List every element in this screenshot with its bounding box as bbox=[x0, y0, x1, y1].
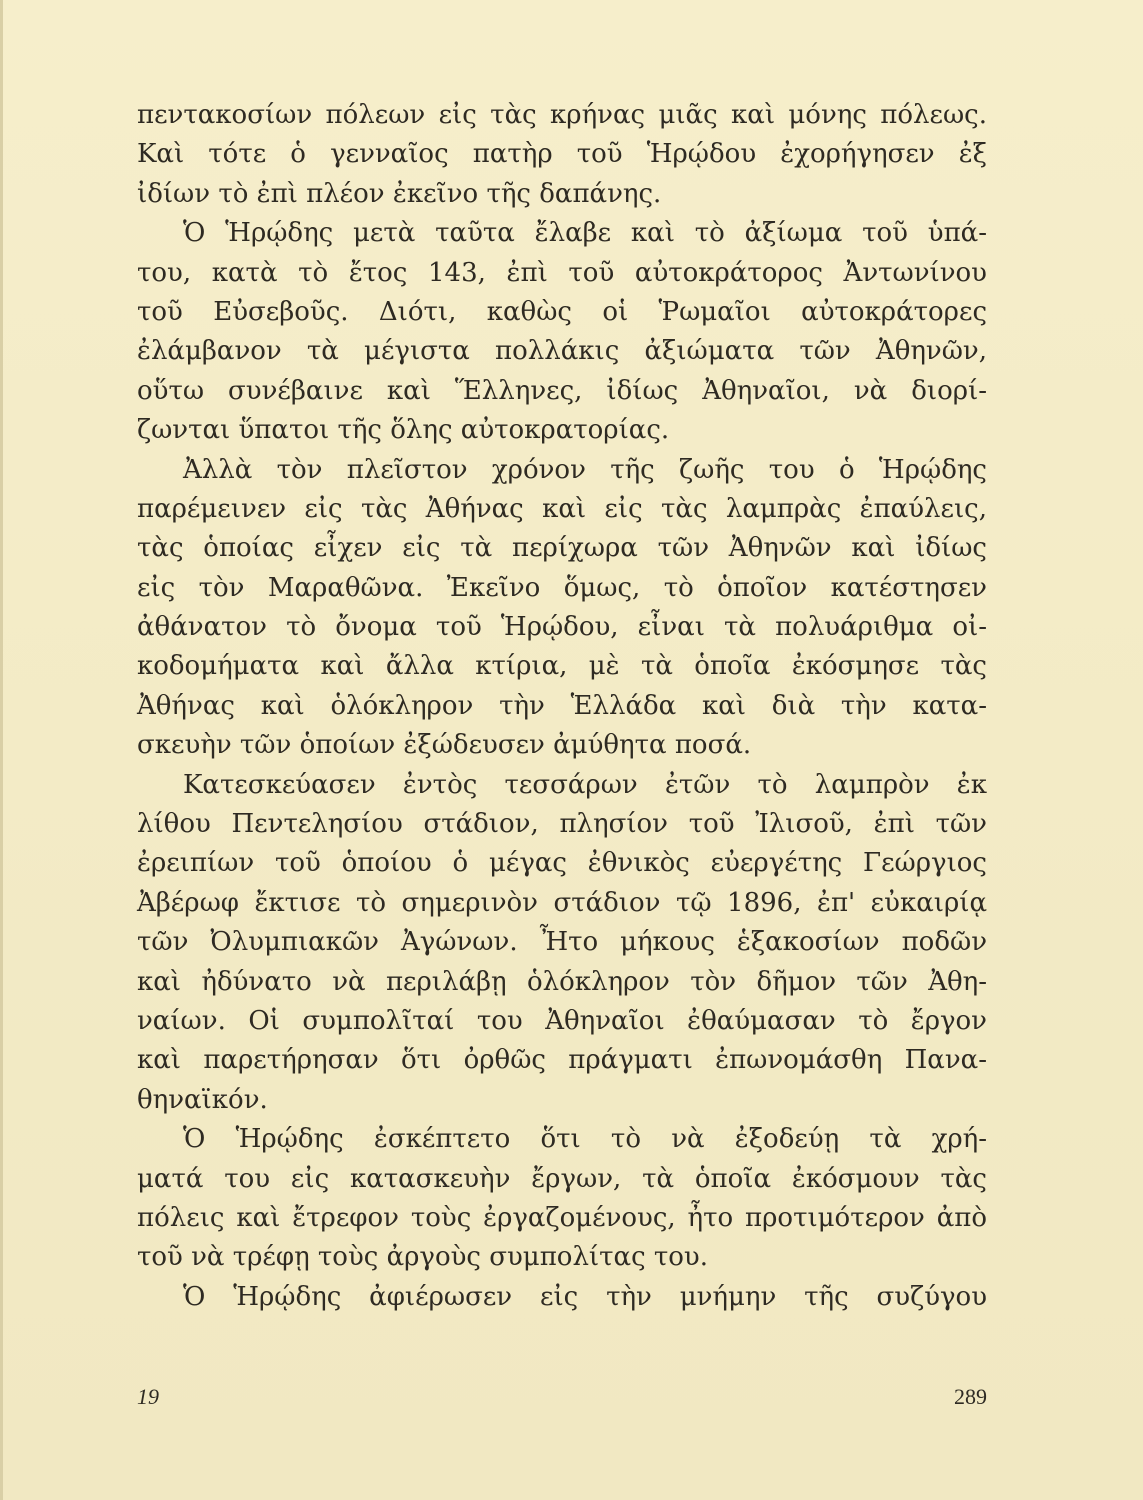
text-line-15: κοδομήματα καὶ ἄλλα κτίρια, μὲ τὰ ὁποῖα ἐκόσμησε τὰς bbox=[137, 651, 987, 682]
text-line-22: τῶν Ὀλυμπιακῶν Ἀγώνων. Ἦτο μήκους ἑξακοσίων ποδῶν bbox=[137, 927, 987, 958]
text-line-27: Ὁ Ἡρῴδης ἐσκέπτετο ὅτι τὸ νὰ ἐξοδεύῃ τὰ χρή- bbox=[183, 1124, 987, 1155]
text-line-24: ναίων. Οἱ συμπολῖταί του Ἀθηναῖοι ἐθαύμασαν τὸ ἔργον bbox=[137, 1005, 987, 1036]
signature-mark: 19 bbox=[137, 1384, 159, 1409]
text-line-19: λίθου Πεντελησίου στάδιον, πλησίον τοῦ Ἰλισοῦ, ἐπὶ τῶν bbox=[137, 809, 987, 840]
text-line-28: ματά του εἰς κατασκευὴν ἔργων, τὰ ὁποῖα ἐκόσμουν τὰς bbox=[137, 1163, 987, 1194]
text-line-3: ἰδίων τὸ ἐπὶ πλέον ἐκεῖνο τῆς δαπάνης. bbox=[137, 178, 662, 209]
text-line-12: τὰς ὁποίας εἶχεν εἰς τὰ περίχωρα τῶν Ἀθηνῶν καὶ ἰδίως bbox=[137, 533, 987, 564]
page-footer bbox=[137, 1384, 987, 1414]
text-line-5: του, κατὰ τὸ ἔτος 143, ἐπὶ τοῦ αὐτοκράτορος Ἀντωνίνου bbox=[137, 257, 987, 288]
text-line-30: τοῦ νὰ τρέφῃ τοὺς ἀργοὺς συμπολίτας του. bbox=[137, 1242, 708, 1273]
text-line-8: οὕτω συνέβαινε καὶ Ἕλληνες, ἰδίως Ἀθηναῖοι, νὰ διορί- bbox=[137, 375, 987, 406]
text-line-25: καὶ παρετήρησαν ὅτι ὀρθῶς πράγματι ἐπωνομάσθη Πανα- bbox=[137, 1045, 987, 1076]
text-line-6: τοῦ Εὐσεβοῦς. Διότι, καθὼς οἱ Ῥωμαῖοι αὐτοκράτορες bbox=[137, 296, 987, 327]
text-line-9: ζωνται ὕπατοι τῆς ὅλης αὐτοκρατορίας. bbox=[137, 415, 670, 446]
text-line-29: πόλεις καὶ ἔτρεφον τοὺς ἐργαζομένους, ἦτο προτιμότερον ἀπὸ bbox=[137, 1202, 987, 1233]
text-line-21: Ἀβέρωφ ἔκτισε τὸ σημερινὸν στάδιον τῷ 1896, ἐπ' εὐκαιρίᾳ bbox=[137, 887, 987, 918]
body-text bbox=[137, 96, 987, 1317]
text-line-18: Κατεσκεύασεν ἐντὸς τεσσάρων ἐτῶν τὸ λαμπρὸν ἐκ bbox=[183, 769, 987, 800]
text-line-11: παρέμεινεν εἰς τὰς Ἀθήνας καὶ εἰς τὰς λαμπρὰς ἐπαύλεις, bbox=[137, 493, 987, 524]
text-line-23: καὶ ἠδύνατο νὰ περιλάβῃ ὁλόκληρον τὸν δῆμον τῶν Ἀθη- bbox=[137, 966, 987, 997]
text-line-2: Καὶ τότε ὁ γενναῖος πατὴρ τοῦ Ἡρῴδου ἐχορήγησεν ἐξ bbox=[137, 139, 987, 170]
page-edge bbox=[0, 0, 3, 1500]
text-line-26: θηναϊκόν. bbox=[137, 1084, 268, 1115]
text-line-14: ἀθάνατον τὸ ὄνομα τοῦ Ἡρῴδου, εἶναι τὰ πολυάριθμα οἰ- bbox=[137, 612, 987, 643]
text-line-1: πεντακοσίων πόλεων εἰς τὰς κρήνας μιᾶς καὶ μόνης πόλεως. bbox=[137, 100, 987, 130]
text-line-17: σκευὴν τῶν ὁποίων ἐξώδευσεν ἀμύθητα ποσά. bbox=[137, 730, 752, 761]
text-line-10: Ἀλλὰ τὸν πλεῖστον χρόνον τῆς ζωῆς του ὁ Ἡρῴδης bbox=[183, 454, 987, 485]
text-line-7: ἐλάμβανον τὰ μέγιστα πολλάκις ἀξιώματα τῶν Ἀθηνῶν, bbox=[137, 336, 987, 367]
text-line-16: Ἀθήνας καὶ ὁλόκληρον τὴν Ἑλλάδα καὶ διὰ τὴν κατα- bbox=[137, 690, 987, 721]
text-line-31: Ὁ Ἡρῴδης ἀφιέρωσεν εἰς τὴν μνήμην τῆς συζύγου bbox=[183, 1281, 987, 1312]
text-line-4: Ὁ Ἡρῴδης μετὰ ταῦτα ἔλαβε καὶ τὸ ἀξίωμα τοῦ ὑπά- bbox=[183, 218, 987, 249]
text-line-13: εἰς τὸν Μαραθῶνα. Ἐκεῖνο ὅμως, τὸ ὁποῖον κατέστησεν bbox=[137, 572, 987, 603]
text-line-20: ἐρειπίων τοῦ ὁποίου ὁ μέγας ἐθνικὸς εὐεργέτης Γεώργιος bbox=[137, 848, 987, 879]
page-number: 289 bbox=[954, 1384, 987, 1409]
